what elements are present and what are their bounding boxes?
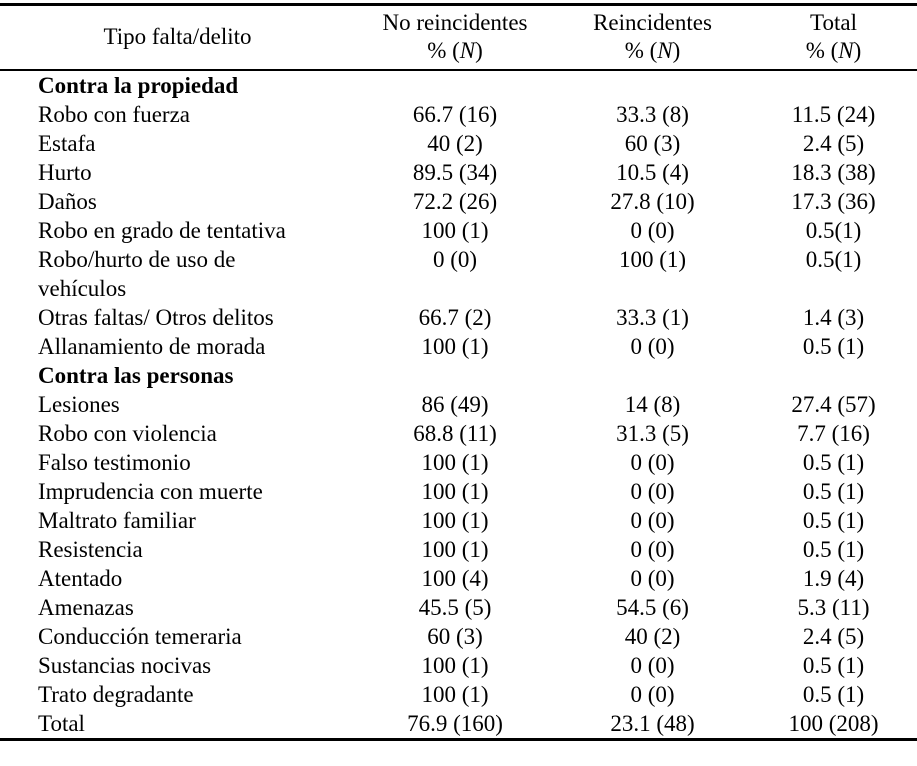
table-row (0, 622, 917, 651)
row-label: Estafa (38, 131, 96, 156)
cell-total: 18.3 (38) (791, 160, 876, 185)
cell-no-reincidentes: 100 (1) (421, 334, 489, 359)
cell-no-reincidentes: 100 (1) (421, 537, 489, 562)
row-label: Resistencia (38, 537, 143, 562)
cell-reincidentes: 0 (0) (630, 218, 675, 243)
cell-total: 1.9 (4) (802, 566, 865, 591)
row-label: Amenazas (38, 595, 134, 620)
cell-total: 0.5(1) (805, 247, 862, 272)
row-label: Robo con fuerza (38, 102, 190, 127)
cell-reincidentes: 0 (0) (630, 682, 675, 707)
cell-total: 0.5 (1) (802, 334, 865, 359)
recidivism-offense-table (0, 3, 917, 741)
cell-total: 11.5 (24) (791, 102, 876, 127)
cell-reincidentes: 54.5 (6) (616, 595, 689, 620)
row-label: Daños (38, 189, 97, 214)
row-label: Atentado (38, 566, 123, 591)
row-label: Hurto (38, 160, 92, 185)
cell-reincidentes: 60 (3) (624, 131, 681, 156)
col-header-no-reincidentes (355, 5, 555, 71)
cell-total: 0.5 (1) (802, 508, 865, 533)
table-row (0, 332, 917, 361)
cell-reincidentes: 0 (0) (630, 450, 675, 475)
table-body (0, 70, 917, 740)
row-label: Robo/hurto de uso de vehículos (38, 247, 236, 301)
cell-reincidentes: 0 (0) (630, 508, 675, 533)
cell-no-reincidentes: 89.5 (34) (412, 160, 498, 185)
table-row (0, 245, 917, 303)
table-row (0, 477, 917, 506)
unit-prefix: % ( (427, 38, 460, 63)
cell-total: 0.5 (1) (802, 537, 865, 562)
row-label: Sustancias nocivas (38, 653, 212, 678)
cell-no-reincidentes: 100 (1) (421, 450, 489, 475)
section-label: Contra las personas (38, 363, 234, 388)
cell-reincidentes: 40 (2) (624, 624, 681, 649)
col-header-title: Reincidentes (593, 10, 712, 35)
cell-no-reincidentes: 100 (1) (421, 218, 489, 243)
unit-suffix: ) (475, 38, 483, 63)
cell-no-reincidentes: 0 (0) (432, 247, 478, 272)
table-row (0, 593, 917, 622)
cell-reincidentes: 10.5 (4) (616, 160, 689, 185)
table-row (0, 100, 917, 129)
cell-no-reincidentes: 100 (1) (421, 479, 489, 504)
row-label: Total (38, 711, 85, 736)
cell-total: 0.5 (1) (802, 682, 865, 707)
cell-no-reincidentes: 66.7 (2) (418, 305, 492, 330)
unit-n: N (657, 38, 673, 63)
table-row (0, 564, 917, 593)
col-header-unit (750, 37, 917, 64)
row-label: Lesiones (38, 392, 120, 417)
unit-prefix: % ( (805, 38, 839, 63)
section-label: Contra la propiedad (38, 73, 239, 98)
cell-no-reincidentes: 100 (4) (421, 566, 489, 591)
table-row (0, 506, 917, 535)
cell-reincidentes: 0 (0) (630, 334, 675, 359)
cell-reincidentes: 23.1 (48) (610, 711, 695, 736)
unit-prefix: % ( (624, 38, 658, 63)
cell-total: 2.4 (5) (802, 131, 865, 156)
cell-reincidentes: 0 (0) (630, 537, 675, 562)
cell-total: 0.5(1) (805, 218, 862, 243)
cell-total: 1.4 (3) (802, 305, 865, 330)
cell-reincidentes: 33.3 (8) (616, 102, 689, 127)
row-label: Falso testimonio (38, 450, 191, 475)
table-row (0, 651, 917, 680)
cell-reincidentes: 0 (0) (630, 566, 675, 591)
unit-n: N (838, 38, 854, 63)
col-header-total (750, 5, 917, 71)
row-label: Otras faltas/ Otros delitos (38, 305, 274, 330)
cell-no-reincidentes: 100 (1) (421, 508, 489, 533)
cell-total: 27.4 (57) (791, 392, 876, 417)
table-row (0, 187, 917, 216)
cell-reincidentes: 33.3 (1) (616, 305, 689, 330)
col-header-unit (555, 37, 750, 64)
cell-no-reincidentes: 45.5 (5) (418, 595, 492, 620)
col-header-tipo-falta-delito (0, 5, 355, 71)
cell-reincidentes: 14 (8) (624, 392, 681, 417)
row-label: Conducción temeraria (38, 624, 242, 649)
cell-no-reincidentes: 86 (49) (421, 392, 489, 417)
table-row (0, 158, 917, 187)
col-header-unit (355, 37, 555, 64)
cell-no-reincidentes: 60 (3) (427, 624, 483, 649)
cell-no-reincidentes: 40 (2) (427, 131, 483, 156)
table-row (0, 129, 917, 158)
cell-reincidentes: 31.3 (5) (616, 421, 689, 446)
cell-total: 7.7 (16) (797, 421, 870, 446)
table-header (0, 5, 917, 71)
cell-reincidentes: 100 (1) (618, 247, 687, 272)
table-row (0, 303, 917, 332)
cell-total: 17.3 (36) (791, 189, 876, 214)
section-row (0, 70, 917, 100)
cell-no-reincidentes: 100 (1) (421, 682, 489, 707)
unit-n: N (459, 38, 476, 63)
cell-total: 100 (208) (788, 711, 879, 736)
table-row (0, 216, 917, 245)
table-row (0, 419, 917, 448)
unit-suffix: ) (853, 38, 862, 63)
table-row (0, 390, 917, 419)
cell-reincidentes: 0 (0) (630, 653, 675, 678)
section-row (0, 361, 917, 390)
cell-total: 2.4 (5) (802, 624, 865, 649)
cell-no-reincidentes: 68.8 (11) (413, 421, 497, 446)
cell-total: 0.5 (1) (802, 450, 865, 475)
col-header-reincidentes (555, 5, 750, 71)
col-header-label: Tipo falta/delito (103, 23, 252, 49)
cell-total: 0.5 (1) (802, 479, 865, 504)
cell-no-reincidentes: 72.2 (26) (412, 189, 498, 214)
table-row (0, 448, 917, 477)
header-row (0, 5, 917, 71)
table-row (0, 535, 917, 564)
cell-total: 0.5 (1) (802, 653, 865, 678)
row-label: Trato degradante (38, 682, 194, 707)
row-label: Allanamiento de morada (38, 334, 266, 359)
table-row (0, 709, 917, 740)
cell-total: 5.3 (11) (797, 595, 870, 620)
col-header-title: Total (810, 10, 857, 35)
cell-no-reincidentes: 100 (1) (421, 653, 489, 678)
row-label: Maltrato familiar (38, 508, 196, 533)
table-row (0, 680, 917, 709)
unit-suffix: ) (672, 38, 681, 63)
row-label: Robo con violencia (38, 421, 217, 446)
cell-no-reincidentes: 76.9 (160) (407, 711, 503, 736)
cell-reincidentes: 27.8 (10) (610, 189, 695, 214)
row-label: Imprudencia con muerte (38, 479, 263, 504)
cell-no-reincidentes: 66.7 (16) (412, 102, 498, 127)
row-label: Robo en grado de tentativa (38, 218, 286, 243)
cell-reincidentes: 0 (0) (630, 479, 675, 504)
col-header-title: No reincidentes (382, 10, 528, 35)
